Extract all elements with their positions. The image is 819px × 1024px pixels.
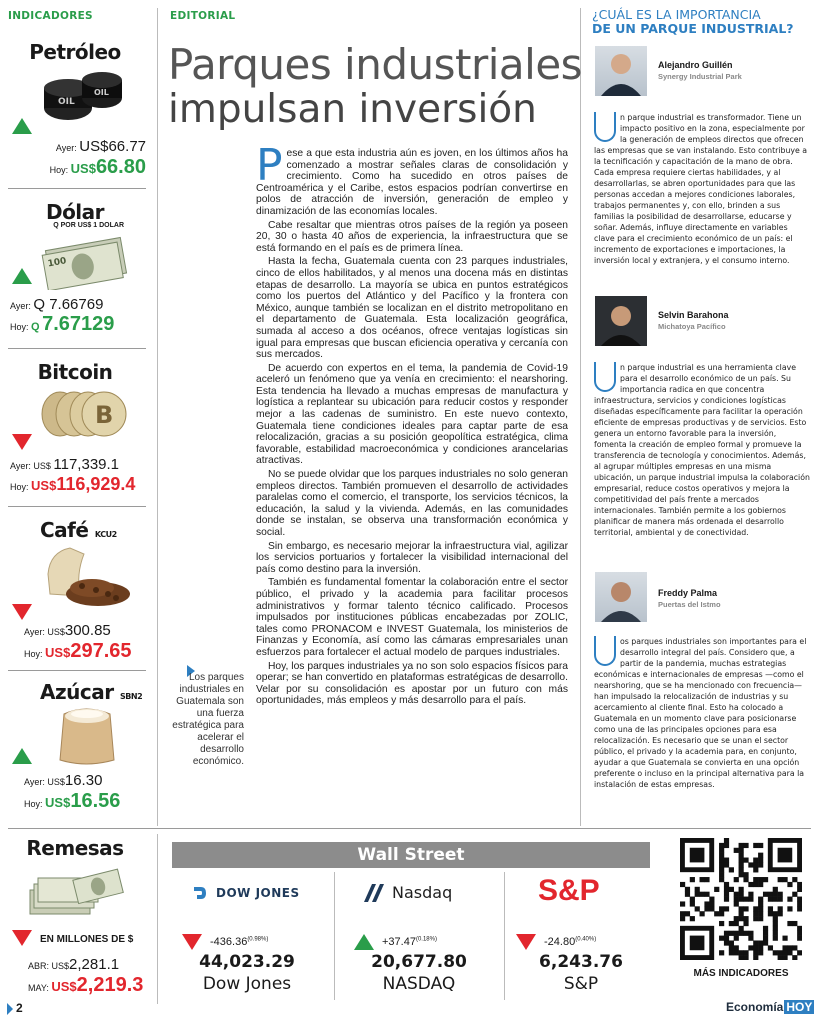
divider	[8, 670, 146, 671]
editorial-body	[256, 148, 568, 818]
currency-prefix: US$	[33, 461, 51, 471]
person-name: Alejandro Guillén	[658, 60, 733, 70]
sidebar-title	[592, 8, 812, 36]
currency-prefix: US$	[47, 777, 65, 787]
dolar-ayer-value: Q 7.66769	[33, 296, 104, 313]
headline-line1: Parques industriales	[168, 40, 583, 89]
petroleo-hoy-value: 66.80	[95, 156, 146, 178]
dolar-ayer	[10, 296, 130, 313]
change-value: -436.36	[210, 936, 248, 948]
section-label-indicadores: INDICADORES	[8, 10, 93, 22]
currency-prefix: Q	[31, 321, 40, 333]
bitcoin-ayer	[10, 456, 150, 473]
remesas-may	[28, 974, 152, 997]
page-arrow-icon	[6, 1002, 14, 1021]
remesas-abr	[28, 956, 152, 973]
remesas-title: Remesas	[26, 836, 124, 860]
cafe-ayer	[24, 622, 148, 639]
footer-brand	[726, 1000, 814, 1014]
column-divider	[580, 8, 581, 826]
ayer-label: Ayer:	[24, 777, 45, 787]
section-label-editorial: EDITORIAL	[170, 10, 236, 22]
cafe-ayer-value: 300.85	[64, 622, 111, 639]
azucar-ayer-value: 16.30	[64, 772, 103, 789]
qr-code-icon[interactable]	[680, 838, 802, 960]
cafe-hoy-value: 297.65	[70, 640, 132, 662]
column-divider	[157, 834, 158, 1004]
footer-brand-box: HOY	[786, 1000, 813, 1014]
currency-prefix: US$	[51, 961, 70, 971]
trend-down-icon	[12, 930, 32, 946]
editorial-paragraph-text: ese a que esta industria aún es joven, en los últimos años ha comenzado a mostrar señales claras de consolidación y crecimiento. Como ha sucedido en otros países de Centroamérica y el Caribe, estos espacios podrían convertirse en polos de atracción de inversión, generación de empleo y dinamización de las economías locales.	[256, 148, 568, 217]
avatar-alejandro-guillen	[595, 46, 647, 96]
dolar-title: Dólar	[45, 200, 105, 224]
nasdaq-value: 20,677.80	[371, 952, 467, 972]
cafe-code: KCU2	[94, 530, 117, 539]
nasdaq-change	[382, 936, 437, 948]
change-pct: (0.18%)	[415, 936, 437, 943]
azucar-ayer	[24, 772, 148, 789]
ayer-label: Ayer:	[10, 461, 31, 471]
currency-prefix: US$	[45, 795, 71, 810]
bitcoin-hoy	[10, 474, 150, 495]
sidebar-quote-text: n parque industrial es una herramienta clave para el desarrollo económico de un país. Su importancia radica en que concentra infraestructura, servicios y condiciones logísticas diseñadas específicamente para facilitar la operación eficiente de empresas productivas y de servicios. Esto genera un entorno favorable para la inversión, fomenta la creación de empleo formal y promueve la transferencia de tecnología y conocimientos. Además, al agrupar múltiples empresas en una misma ubicación, un parque industrial impulsa la colaboración empresarial, reduce costos operativos y mejora la competitividad del país frente a mercados internacionales. También permite a los gobiernos planificar de manera más ordenada el desarrollo territorial, ambiental y de conectividad.	[594, 363, 810, 537]
hoy-label: Hoy:	[24, 649, 43, 659]
sidebar-quote	[594, 112, 810, 300]
may-label: MAY:	[28, 983, 49, 993]
sp-logo-text: S&P	[538, 874, 600, 907]
azucar-code: SBN2	[120, 692, 143, 701]
trend-up-icon	[12, 748, 32, 764]
column-divider	[157, 8, 158, 826]
divider	[8, 506, 146, 507]
trend-up-icon	[354, 934, 374, 950]
cafe-hoy	[24, 640, 150, 663]
sp-value: 6,243.76	[539, 952, 623, 972]
dropcap-l-shape	[594, 636, 616, 666]
sp-label: S&P	[563, 974, 599, 994]
nasdaq-logo-text: Nasdaq	[392, 883, 453, 902]
trend-down-icon	[516, 934, 536, 950]
change-value: +37.47	[382, 936, 416, 948]
pullquote: Los parques industriales en Guatemala son una fuerza estratégica para acelerar el desarrollo económico.	[172, 672, 244, 767]
avatar-selvin-barahona	[595, 296, 647, 346]
money-stack-icon	[26, 860, 126, 922]
editorial-paragraph: Cabe resaltar que mientras otros países de la región ya poseen 20, 30 o hasta 40 años de experiencia, la infraestructura que se está formando en el país es de primera línea.	[256, 219, 568, 254]
sp-change	[544, 936, 596, 948]
remesas-unit: EN MILLONES DE $	[40, 934, 134, 945]
editorial-paragraph	[256, 148, 568, 218]
svg-text:OIL: OIL	[94, 88, 109, 97]
person-company: Puertas del Istmo	[658, 600, 721, 609]
sidebar-quote-text: n parque industrial es transformador. Tiene un impacto positivo en la zona, especialmente por la generación de empleos directos que ofrecen las empresas que se van instalando. Esto contribuye a la tecnificación y capacitación de la mano de obra. Cada empresa requiere ciertas habilidades, y al desarrollarlas, se abren oportunidades para que las personas accedan a mejores condiciones laborales, trabajos permanentes y, con ello, brinden a sus familias la posibilidad de desarrollarse, educarse y soñar. Además, influye directamente en variables clave para el crecimiento económico de un país: el incremento de exportaciones e importaciones, la inversión local y extranjera, y el consumo interno.	[594, 113, 808, 265]
sugar-sack-icon	[52, 704, 122, 768]
page-number: 2	[16, 1001, 23, 1015]
dolar-hoy-value: 7.67129	[42, 313, 115, 335]
column-divider	[504, 872, 505, 1000]
petroleo-hoy	[22, 156, 146, 179]
trend-down-icon	[12, 434, 32, 450]
dow-jones-logo-icon	[192, 885, 208, 906]
wallstreet-header: Wall Street	[172, 842, 650, 868]
ayer-label: Ayer:	[55, 143, 77, 153]
petroleo-ayer	[22, 138, 146, 155]
person-name: Selvin Barahona	[658, 310, 729, 320]
oil-barrels-icon	[38, 68, 128, 124]
bitcoin-ayer-value: 117,339.1	[53, 456, 120, 473]
sidebar-quote	[594, 636, 810, 824]
dollar-bill-icon	[40, 234, 130, 290]
bitcoin-hoy-value: 116,929.4	[56, 474, 136, 494]
ayer-label: Ayer:	[10, 301, 31, 311]
svg-text:OIL: OIL	[58, 97, 75, 107]
hoy-label: Hoy:	[10, 482, 29, 492]
dolar-subtitle: Q POR US$ 1 DOLAR	[53, 222, 124, 229]
currency-prefix: US$	[51, 979, 77, 994]
dropcap-u-shape	[594, 362, 616, 392]
sidebar-title-line2: DE UN PARQUE INDUSTRIAL?	[592, 21, 794, 36]
trend-down-icon	[182, 934, 202, 950]
currency-prefix: US$	[70, 161, 96, 176]
footer-brand-text: Economía	[726, 1000, 784, 1014]
petroleo-ayer-value: US$66.77	[79, 138, 146, 155]
editorial-paragraph: De acuerdo con expertos en el tema, la pandemia de Covid-19 aceleró un fenómeno que ya venía en crecimiento: el nearshoring. Esta tendencia ha llevado a muchas empresas de manufactura y logística a replantear su ubicación para reducir costos y responder mejor a las cadenas de suministro. En este nuevo contexto, Guatemala tiene condiciones ideales para captar parte de esa relocalización, gracias a su posición geopolítica estratégica, clima favorable, estabilidad macroeconómica y condiciones arancelarias atractivas.	[256, 362, 568, 467]
remesas-may-value: 2,219.3	[76, 974, 144, 996]
nasdaq-logo-icon	[362, 880, 388, 909]
azucar-title-text: Azúcar	[40, 680, 114, 704]
dow-jones-change	[210, 936, 268, 948]
bitcoin-coins-icon	[38, 388, 130, 440]
qr-label[interactable]: MÁS INDICADORES	[693, 968, 789, 979]
trend-up-icon	[12, 268, 32, 284]
divider	[8, 348, 146, 349]
azucar-hoy-value: 16.56	[70, 790, 121, 812]
column-divider	[334, 872, 335, 1000]
change-pct: (0.40%)	[575, 936, 597, 943]
bottom-divider	[8, 828, 811, 829]
person-company: Michatoya Pacífico	[658, 322, 726, 331]
hoy-label: Hoy:	[49, 165, 69, 175]
dolar-hoy	[10, 313, 150, 336]
editorial-paragraph: Hoy, los parques industriales ya no son solo espacios físicos para operar; se han convertido en plataformas estratégicas de desarrollo. Velar por su consolidación es apostar por un futuro con más oportunidades, más empleos y más desarrollo para el país.	[256, 660, 568, 707]
headline-line2: impulsan inversión	[168, 87, 537, 132]
editorial-paragraph: También es fundamental fomentar la colaboración entre el sector público, el privado y la academia para facilitar procesos administrativos y formar talento técnico calificado. Procesos impulsados por instituciones públicas encabezadas por ZOLIC, tales como PRONACOM e INVEST Guatemala, los ministerios de Finanzas y Economía, así como las cámaras empresariales unan esfuerzos para fortalecer el actual modelo de parques industriales.	[256, 577, 568, 658]
change-pct: (0.98%)	[247, 936, 269, 943]
avatar-freddy-palma	[595, 572, 647, 622]
sidebar-title-line1: ¿CUÁL ES LA IMPORTANCIA	[592, 7, 761, 22]
hoy-label: Hoy:	[24, 799, 43, 809]
bitcoin-title: Bitcoin	[37, 360, 113, 384]
dow-jones-label: Dow Jones	[202, 974, 292, 994]
person-company: Synergy Industrial Park	[658, 72, 742, 81]
nasdaq-label: NASDAQ	[382, 974, 456, 994]
dow-jones-value: 44,023.29	[199, 952, 295, 972]
currency-prefix: US$	[47, 627, 65, 637]
sidebar-quote-text: os parques industriales son importantes para el desarrollo integral del país. Considero que, a partir de la pandemia, muchas estrategias económicas e internacionales de empresas —como el nearshoring, que se ha mencionado con frecuencia— han impulsado la relocalización de industrias y su acercamiento al cliente final. Esto ha colocado a Guatemala en un momento clave para posicionarse como una de las principales opciones para esa relocalización. Es necesario que se unan el sector público, el privado y la academia para, en conjunto, ayudar a que Guatemala se convierta en una opción preferente o incluso en la principal alternativa para la instalación de estas empresas.	[594, 637, 807, 789]
azucar-title	[40, 680, 150, 704]
trend-up-icon	[12, 118, 32, 134]
person-name: Freddy Palma	[658, 588, 718, 598]
svg-text:B: B	[95, 401, 114, 429]
change-value: -24.80	[544, 936, 576, 948]
ayer-label: Ayer:	[24, 627, 45, 637]
editorial-paragraph: Sin embargo, es necesario mejorar la infraestructura vial, agilizar los servicios portuarios y fortalecer la visibilidad internacional del país como destino para la inversión.	[256, 540, 568, 575]
editorial-paragraph: No se puede olvidar que los parques industriales no solo generan empleos directos. También promueven el desarrollo de actividades paralelas como el comercio, el transporte, los servicios técnicos, la educación, la salud y la vivienda. Además, en las comunidades donde se instalan, se observa una transformación económica y social.	[256, 469, 568, 538]
petroleo-title: Petróleo	[29, 40, 121, 64]
indicators-column	[0, 0, 150, 830]
svg-text:100: 100	[46, 256, 68, 270]
currency-prefix: US$	[31, 478, 57, 493]
abr-label: ABR:	[28, 961, 50, 971]
sidebar-quote	[594, 362, 810, 562]
cafe-title	[40, 518, 150, 542]
dow-jones-logo-text: DOW JONES	[216, 886, 300, 900]
divider	[8, 188, 146, 189]
hoy-label: Hoy:	[10, 322, 29, 332]
trend-down-icon	[12, 604, 32, 620]
dropcap-u-shape	[594, 112, 616, 142]
currency-prefix: US$	[45, 645, 71, 660]
dropcap: P	[256, 148, 283, 191]
remesas-abr-value: 2,281.1	[69, 956, 120, 973]
coffee-sack-icon	[40, 544, 132, 610]
azucar-hoy	[24, 790, 150, 813]
editorial-paragraph: Hasta la fecha, Guatemala cuenta con 23 parques industriales, cinco de ellos habilitados, y al menos una docena más en distintas etapas de desarrollo. La mayoría se ubica en puntos estratégicos como los puertos del Atlántico y del Pacífico y la frontera con México, aunque también se localizan en el distrito metropolitano en el departamento de Guatemala. Esta localización geográfica, sumada al acceso a dos océanos, ofrece ventajas logísticas sin igual para empresas que buscan eficiencia operativa y cercanía con sus mercados.	[256, 256, 568, 361]
cafe-title-text: Café	[40, 518, 89, 542]
